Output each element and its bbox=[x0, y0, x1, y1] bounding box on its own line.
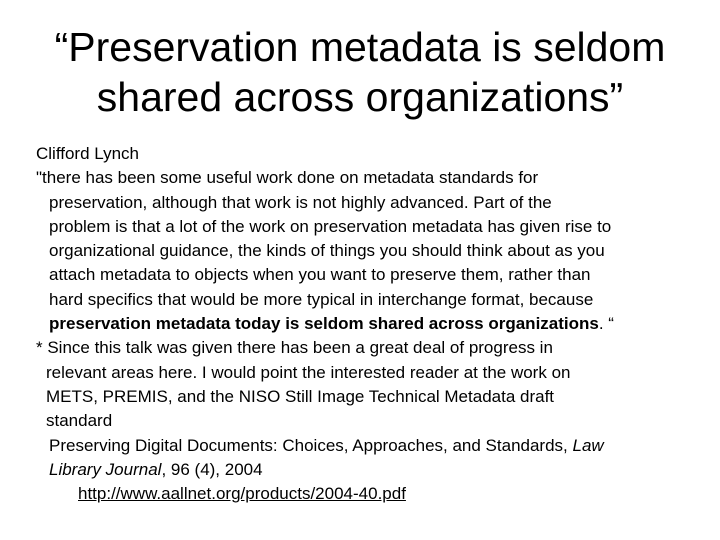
citation-journal-part-2: Library Journal bbox=[49, 459, 162, 479]
note-line: METS, PREMIS, and the NISO Still Image Technical Metadata draft bbox=[46, 386, 555, 406]
author-name: Clifford Lynch bbox=[36, 144, 139, 163]
citation-line-2 bbox=[36, 458, 716, 482]
note-line: relevant areas here. I would point the interested reader at the work on bbox=[46, 362, 571, 382]
quote-line: "there has been some useful work done on metadata standards for bbox=[36, 168, 539, 188]
note-line: * Since this talk was given there has been a great deal of progress in bbox=[36, 338, 553, 358]
title-line-2: shared across organizations” bbox=[96, 74, 624, 120]
quote-line: organizational guidance, the kinds of things you should think about as you bbox=[49, 241, 605, 261]
citation-journal-part-1: Law bbox=[572, 435, 604, 455]
quote-emphasis: preservation metadata today is seldom shared across organizations bbox=[49, 314, 599, 334]
citation-details: , 96 (4), 2004 bbox=[161, 459, 263, 479]
quote-line: preservation, although that work is not highly advanced. Part of the bbox=[49, 192, 552, 212]
quote-end: . “ bbox=[598, 314, 614, 334]
title-line-1: “Preservation metadata is seldom bbox=[54, 24, 666, 70]
quote-line: hard specifics that would be more typical in interchange format, because bbox=[49, 289, 594, 309]
slide-body bbox=[36, 142, 716, 506]
quote-line-final bbox=[36, 312, 716, 336]
citation-link-line bbox=[36, 482, 716, 506]
quote-line: attach metadata to objects when you want to preserve them, rather than bbox=[49, 265, 591, 285]
citation-title: Preserving Digital Documents: Choices, Approaches, and Standards, bbox=[49, 435, 573, 455]
citation-link[interactable]: http://www.aallnet.org/products/2004-40.pdf bbox=[78, 484, 406, 504]
slide-title bbox=[0, 22, 720, 122]
note-line: standard bbox=[46, 411, 113, 431]
citation-line-1 bbox=[36, 434, 716, 458]
quote-line: problem is that a lot of the work on preservation metadata has given rise to bbox=[49, 216, 612, 236]
